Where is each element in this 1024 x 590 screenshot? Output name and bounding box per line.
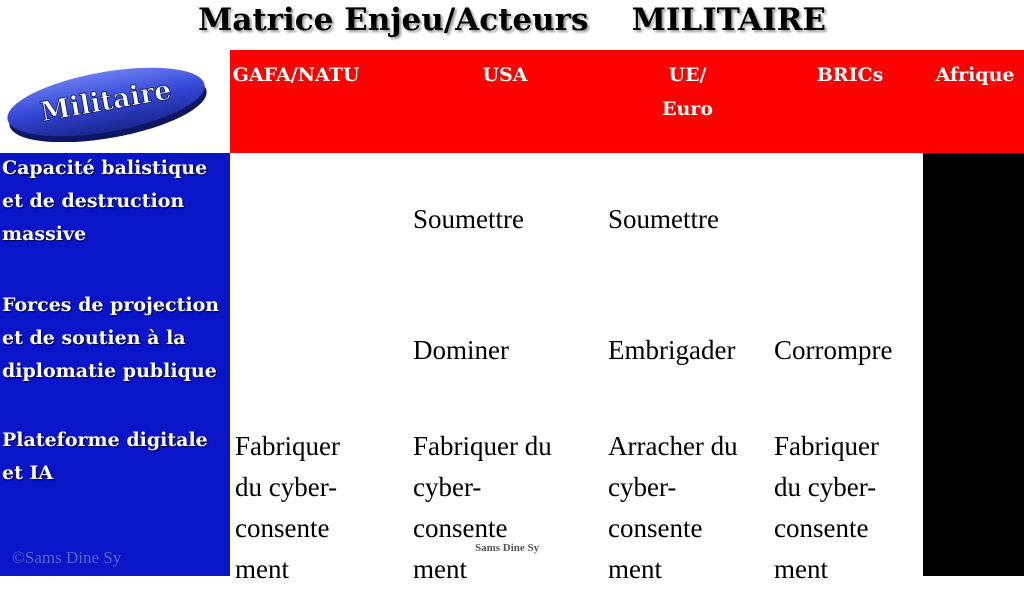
militaire-logo — [4, 62, 210, 142]
row-label-balistique: Capacité balistique et de destruction massive — [2, 157, 208, 245]
row-label-projection: Forces de projection et de soutien à la diplomatie publique — [2, 294, 220, 382]
cell-projection-brics: Corrompre — [774, 335, 893, 365]
row-label-plateforme: Plateforme digitale et IA — [2, 429, 208, 484]
logo-label: Militaire — [38, 74, 174, 129]
watermark-left: ©Sams Dine Sy — [12, 548, 122, 567]
cell-plateforme-gafa: Fabriquer du cyber- consente ment — [235, 431, 340, 584]
cell-plateforme-usa: Fabriquer du cyber- consente ment — [413, 431, 552, 584]
cell-balistique-usa: Soumettre — [413, 204, 524, 234]
afrique-column-band — [923, 153, 1024, 576]
col-header-gafa: GAFA/NATU — [232, 64, 360, 86]
cell-balistique-ue: Soumettre — [608, 204, 719, 234]
col-header-brics: BRICs — [816, 64, 884, 86]
col-header-usa: USA — [482, 64, 528, 86]
cell-projection-ue: Embrigader — [608, 335, 736, 365]
cell-plateforme-ue: Arracher du cyber- consente ment — [608, 431, 738, 584]
cell-projection-usa: Dominer — [413, 335, 509, 365]
watermark-center: Sams Dine Sy — [475, 542, 540, 554]
col-header-afrique: Afrique — [935, 64, 1015, 86]
col-header-ue: UE/ Euro — [662, 64, 713, 120]
cell-plateforme-brics: Fabriquer du cyber- consente ment — [774, 431, 879, 584]
page-title: Matrice Enjeu/Acteurs MILITAIRE — [197, 2, 827, 38]
